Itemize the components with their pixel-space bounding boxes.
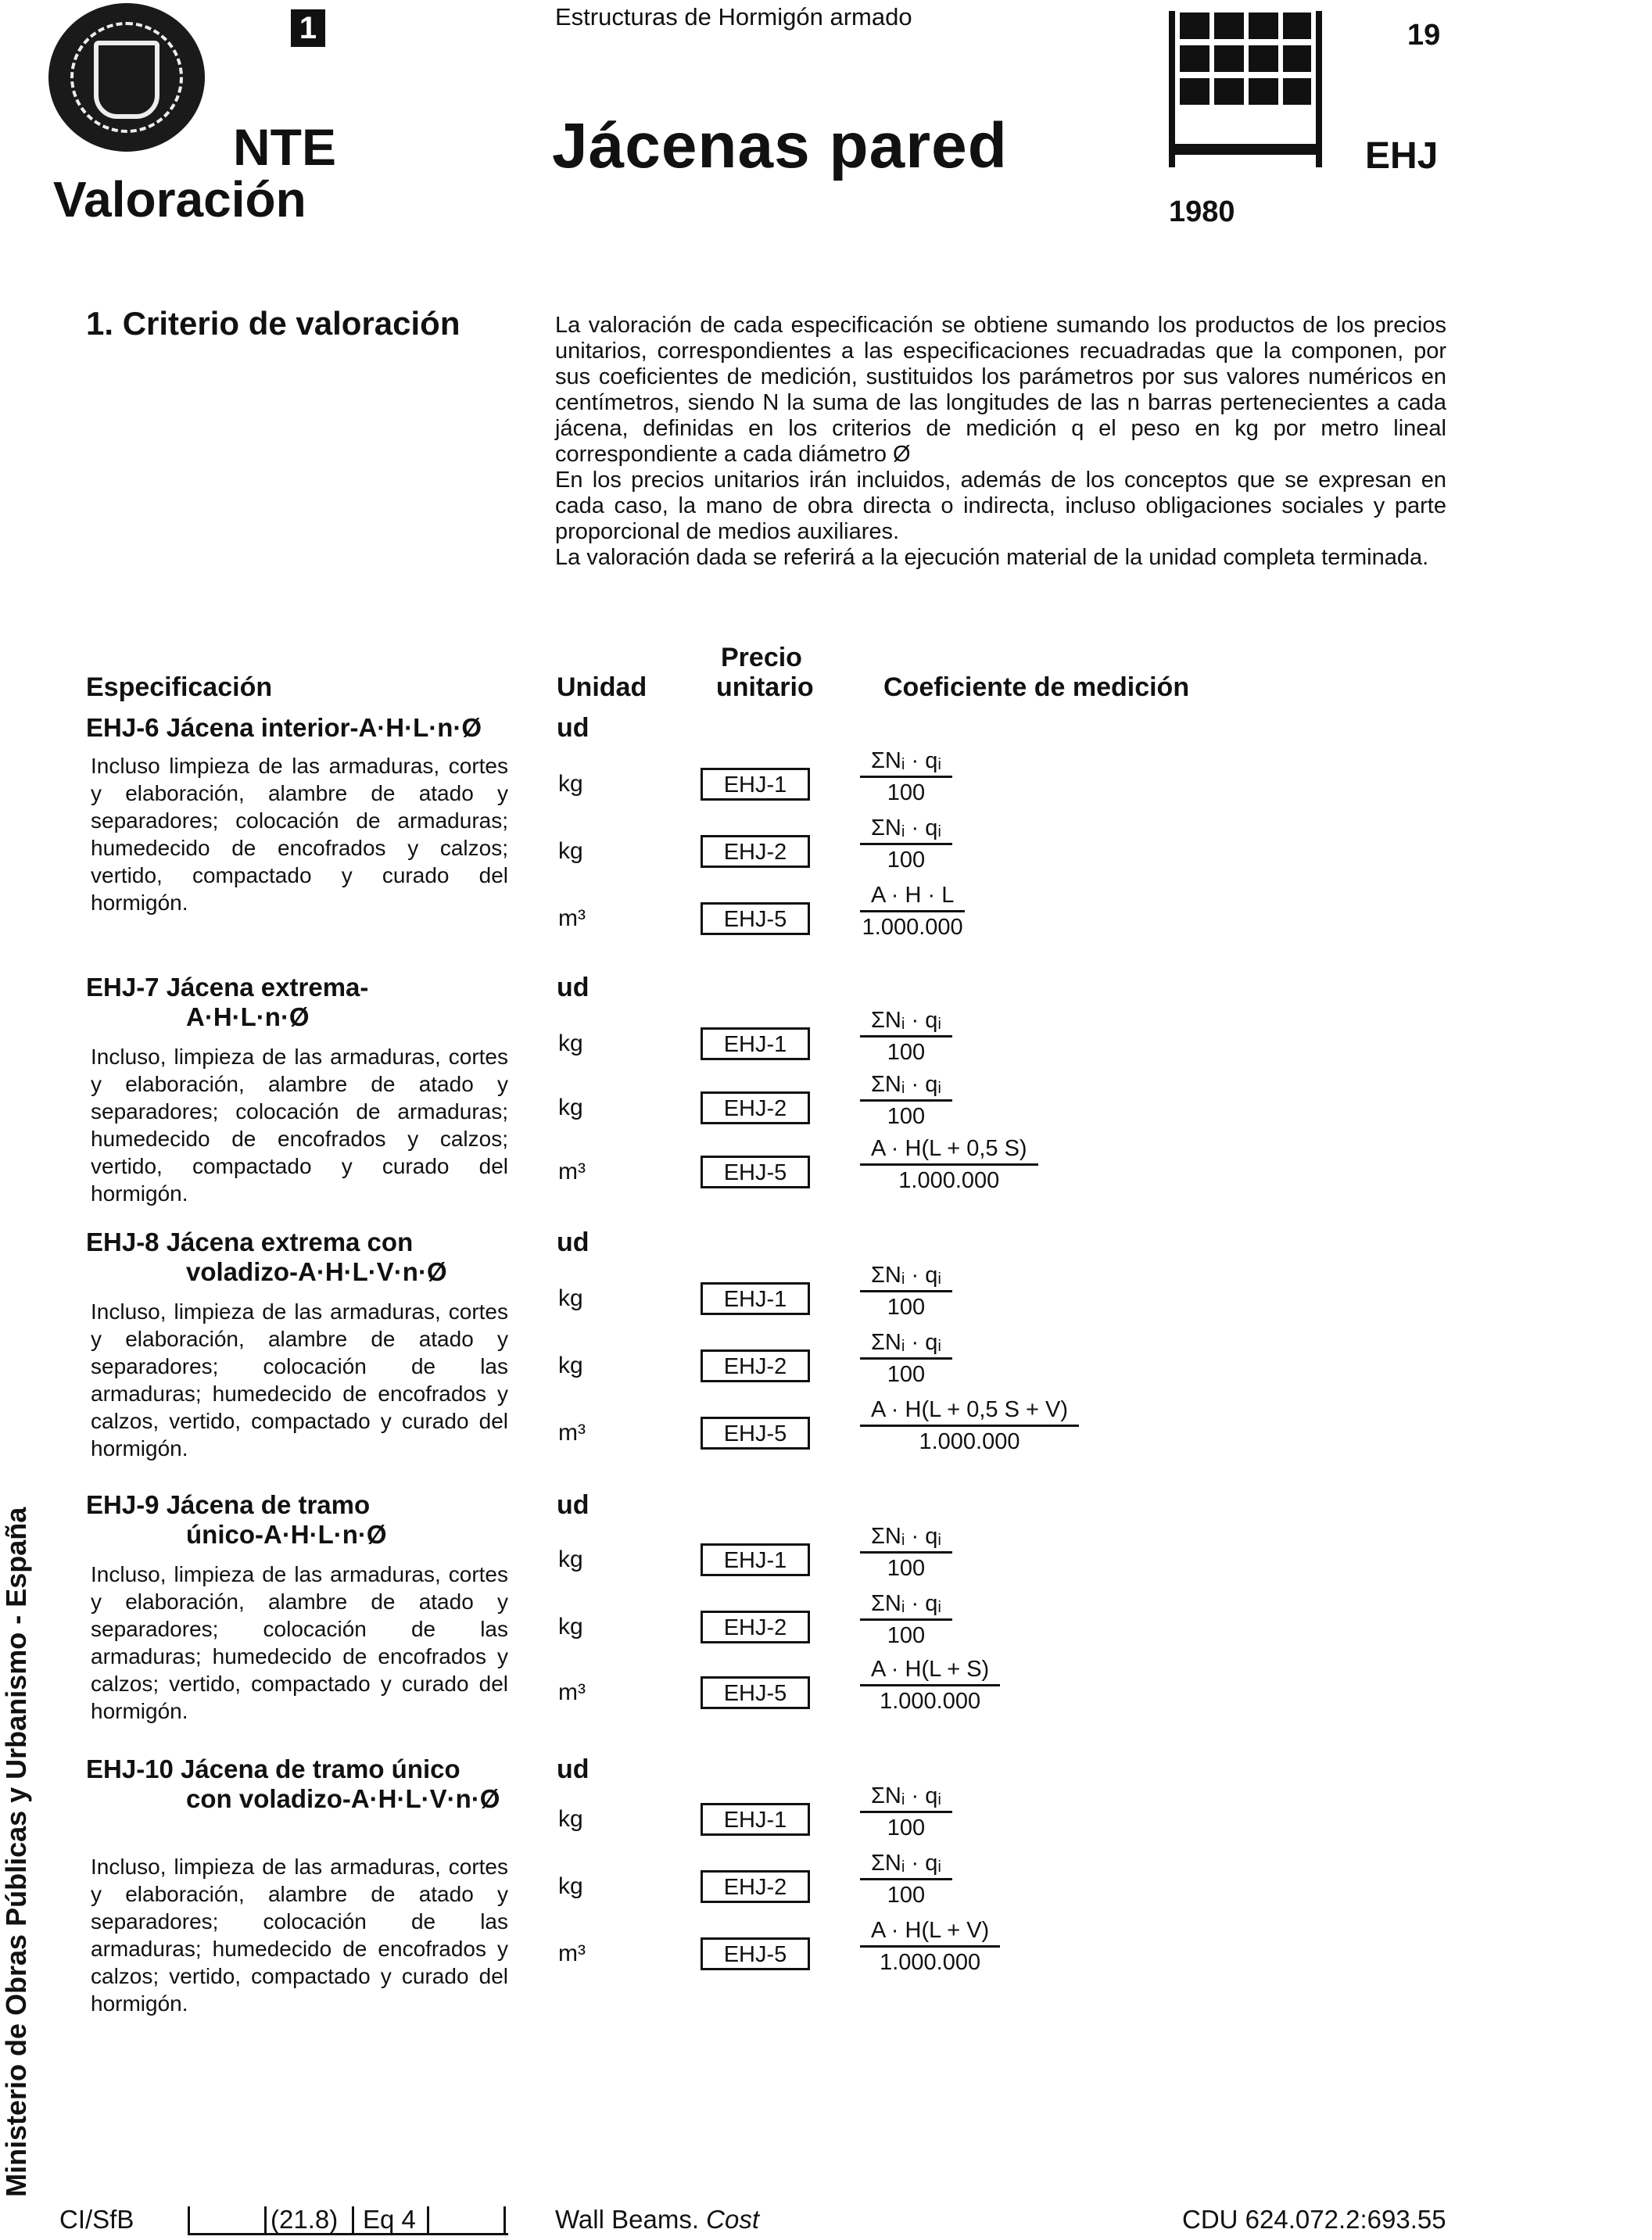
cisfb-tick: [352, 2206, 354, 2233]
coefficient-numerator: ΣNᵢ · qᵢ: [860, 1007, 952, 1038]
cisfb-classification-bar: [188, 2210, 508, 2235]
measurement-coefficient: [860, 1590, 952, 1649]
unit-of-measure: ud: [557, 1228, 589, 1257]
specification-title-line2: único-A·H·L·n·Ø: [186, 1520, 387, 1549]
measurement-coefficient: [860, 1917, 1000, 1976]
specification-title-line1: EHJ-9 Jácena de tramo: [86, 1490, 371, 1519]
specification-title: [86, 1228, 524, 1287]
coefficient-denominator: 100: [887, 1623, 926, 1648]
column-header-price-line1: Precio: [721, 643, 802, 672]
page-title: Jácenas pared: [552, 110, 1008, 181]
intro-paragraph: La valoración dada se referirá a la ejecución material de la unidad completa terminada.: [555, 545, 1429, 570]
specification-description: Incluso limpieza de las armaduras, cortes y elaboración, alambre de atado y separadores; colocación de armaduras; humedecido de encofrados y calzos; vertido, compactado y curado del hormigón.: [91, 754, 508, 915]
coefficient-denominator: 1.000.000: [880, 1689, 981, 1714]
coefficient-numerator: ΣNᵢ · qᵢ: [860, 1590, 952, 1621]
specification-title-line2: con voladizo-A·H·L·V·n·Ø: [186, 1784, 500, 1813]
coefficient-numerator: ΣNᵢ · qᵢ: [860, 815, 952, 845]
coefficient-numerator: ΣNᵢ · qᵢ: [860, 747, 952, 778]
chapter-number-badge: 1: [291, 9, 325, 47]
coefficient-denominator: 100: [887, 1104, 926, 1129]
specification-title-line2: voladizo-A·H·L·V·n·Ø: [186, 1257, 447, 1286]
ministry-side-text: Ministerio de Obras Públicas y Urbanismo - España: [0, 1507, 32, 2197]
row-unit: m³: [558, 1420, 586, 1446]
row-unit: kg: [558, 838, 583, 864]
specification-description: Incluso, limpieza de las armaduras, cortes y elaboración, alambre de atado y separadores; colocación de armaduras; humedecido de encofrados y calzos; vertido, compactado y curado del hormigón.: [91, 1045, 508, 1206]
coefficient-numerator: A · H(L + 0,5 S): [860, 1135, 1038, 1166]
specification-title: [86, 1490, 524, 1550]
coefficient-denominator: 100: [887, 1040, 926, 1065]
unit-price-reference: EHJ-2: [701, 1349, 810, 1382]
specification-description: Incluso, limpieza de las armaduras, cortes y elaboración, alambre de atado y separadores; colocación de las armaduras; humedecido de encofrados y calzos, vertido, compactado y curado del hormigón.: [91, 1299, 508, 1460]
row-unit: kg: [558, 1546, 583, 1572]
coefficient-numerator: ΣNᵢ · qᵢ: [860, 1071, 952, 1102]
specification-title-line1: EHJ-6 Jácena interior-A·H·L·n·Ø: [86, 713, 482, 742]
section-heading: 1. Criterio de valoración: [86, 305, 460, 342]
unit-price-reference: EHJ-1: [701, 1543, 810, 1576]
cdu-code: CDU 624.072.2:693.55: [1182, 2205, 1446, 2234]
measurement-coefficient: [860, 1783, 952, 1841]
row-unit: kg: [558, 1030, 583, 1056]
unit-price-reference: EHJ-1: [701, 1282, 810, 1315]
specification-title: [86, 973, 524, 1032]
specification-title-line1: EHJ-7 Jácena extrema-: [86, 973, 369, 1002]
row-unit: m³: [558, 1679, 586, 1705]
measurement-coefficient: [860, 1007, 952, 1066]
column-header-coefficient: Coeficiente de medición: [883, 672, 1190, 702]
unit-of-measure: ud: [557, 1490, 589, 1520]
row-unit: kg: [558, 1285, 583, 1311]
row-unit: kg: [558, 1353, 583, 1378]
measurement-coefficient: [860, 1329, 952, 1388]
measurement-coefficient: [860, 1396, 1079, 1455]
intro-paragraph: En los precios unitarios irán incluidos, además de los conceptos que se expresan en cada caso, la mano de obra directa o indirecta, incluso obligaciones sociales y parte proporcional de medios auxiliares.: [555, 468, 1446, 544]
row-unit: kg: [558, 1095, 583, 1120]
document-code: EHJ: [1365, 135, 1439, 177]
measurement-coefficient: [860, 1071, 952, 1130]
row-unit: kg: [558, 1873, 583, 1899]
coefficient-numerator: A · H(L + V): [860, 1917, 1000, 1948]
specification-title-line1: EHJ-10 Jácena de tramo único: [86, 1754, 460, 1783]
unit-price-reference: EHJ-2: [701, 1870, 810, 1903]
column-header-spec: Especificación: [86, 672, 273, 702]
coefficient-numerator: ΣNᵢ · qᵢ: [860, 1523, 952, 1554]
measurement-coefficient: [860, 815, 952, 873]
coefficient-numerator: A · H(L + S): [860, 1656, 1000, 1686]
unit-price-reference: EHJ-5: [701, 1417, 810, 1450]
coefficient-denominator: 1.000.000: [862, 915, 963, 940]
english-title-text: Wall Beams.: [555, 2205, 699, 2234]
coefficient-denominator: 100: [887, 848, 926, 873]
coefficient-denominator: 1.000.000: [919, 1429, 1020, 1454]
unit-price-reference: EHJ-5: [701, 1676, 810, 1709]
unit-price-reference: EHJ-1: [701, 768, 810, 801]
unit-price-reference: EHJ-5: [701, 1937, 810, 1970]
specification-title: [86, 713, 524, 743]
cisfb-code-1: (21.8): [271, 2205, 339, 2234]
nte-label: NTE: [233, 118, 336, 176]
unit-price-reference: EHJ-5: [701, 902, 810, 935]
coefficient-numerator: ΣNᵢ · qᵢ: [860, 1783, 952, 1813]
coefficient-denominator: 100: [887, 1295, 926, 1320]
coefficient-numerator: A · H · L: [860, 882, 965, 912]
unit-price-reference: EHJ-2: [701, 1611, 810, 1643]
cisfb-code-2: Eq 4: [363, 2205, 416, 2234]
cisfb-tick: [188, 2206, 190, 2233]
publication-year: 1980: [1169, 195, 1235, 228]
specification-title-line2: A·H·L·n·Ø: [186, 1002, 310, 1031]
intro-paragraph: La valoración de cada especificación se obtiene sumando los productos de los precios unitarios, correspondientes a las especificaciones recuadradas que la componen, por sus coeficientes de medición, sustituidos los parámetros por sus valores numéricos en centímetros, siendo N la suma de las longitudes de las n barras pertenecientes a cada jácena, definidas en los criterios de medición q el peso en kg por metro lineal correspondiente a cada diámetro Ø: [555, 313, 1446, 467]
cisfb-tick: [503, 2206, 506, 2233]
specification-description: Incluso, limpieza de las armaduras, cortes y elaboración, alambre de atado y separadores; colocación de las armaduras; humedecido de encofrados y calzos; vertido, compactado y curado del hormigón.: [91, 1562, 508, 1723]
ministry-seal-logo: [48, 3, 205, 152]
page-number: 19: [1407, 19, 1441, 52]
column-header-unit: Unidad: [557, 672, 647, 702]
wall-beam-logo-icon: [1169, 11, 1322, 167]
unit-price-reference: EHJ-2: [701, 1091, 810, 1124]
column-header-price-line2: unitario: [716, 672, 814, 702]
measurement-coefficient: [860, 1523, 952, 1582]
cisfb-label: CI/SfB: [59, 2205, 134, 2234]
english-title: [555, 2205, 759, 2235]
measurement-coefficient: [860, 1135, 1038, 1194]
measurement-coefficient: [860, 747, 952, 806]
coefficient-numerator: ΣNᵢ · qᵢ: [860, 1262, 952, 1292]
row-unit: m³: [558, 905, 586, 931]
coefficient-denominator: 100: [887, 1362, 926, 1387]
cisfb-tick: [264, 2206, 267, 2233]
specification-description: Incluso, limpieza de las armaduras, cortes y elaboración, alambre de atado y separadores; colocación de las armaduras; humedecido de encofrados y calzos; vertido, compactado y curado del hormigón.: [91, 1855, 508, 2016]
specification-title-line1: EHJ-8 Jácena extrema con: [86, 1228, 414, 1256]
cisfb-tick: [427, 2206, 429, 2233]
coefficient-denominator: 100: [887, 1883, 926, 1908]
row-unit: m³: [558, 1159, 586, 1185]
unit-price-reference: EHJ-5: [701, 1156, 810, 1188]
unit-of-measure: ud: [557, 973, 589, 1002]
english-subtitle-text: Cost: [706, 2205, 760, 2234]
unit-price-reference: EHJ-2: [701, 835, 810, 868]
coefficient-denominator: 100: [887, 1815, 926, 1840]
unit-of-measure: ud: [557, 1754, 589, 1784]
measurement-coefficient: [860, 1850, 952, 1908]
coefficient-denominator: 100: [887, 1556, 926, 1581]
unit-price-reference: EHJ-1: [701, 1027, 810, 1060]
seal-shield-icon: [94, 41, 159, 119]
unit-price-reference: EHJ-1: [701, 1803, 810, 1836]
series-title: Estructuras de Hormigón armado: [555, 3, 912, 30]
section-label: Valoración: [53, 171, 306, 228]
measurement-coefficient: [860, 1656, 1000, 1715]
row-unit: kg: [558, 771, 583, 797]
coefficient-numerator: ΣNᵢ · qᵢ: [860, 1329, 952, 1360]
measurement-coefficient: [860, 1262, 952, 1321]
coefficient-denominator: 1.000.000: [898, 1168, 1000, 1193]
specification-title: [86, 1754, 524, 1814]
intro-text: [555, 313, 1446, 571]
row-unit: kg: [558, 1614, 583, 1640]
unit-of-measure: ud: [557, 713, 589, 743]
coefficient-numerator: ΣNᵢ · qᵢ: [860, 1850, 952, 1880]
measurement-coefficient: [860, 882, 965, 941]
coefficient-denominator: 100: [887, 780, 926, 805]
coefficient-numerator: A · H(L + 0,5 S + V): [860, 1396, 1079, 1427]
coefficient-denominator: 1.000.000: [880, 1950, 981, 1975]
row-unit: kg: [558, 1806, 583, 1832]
row-unit: m³: [558, 1941, 586, 1966]
